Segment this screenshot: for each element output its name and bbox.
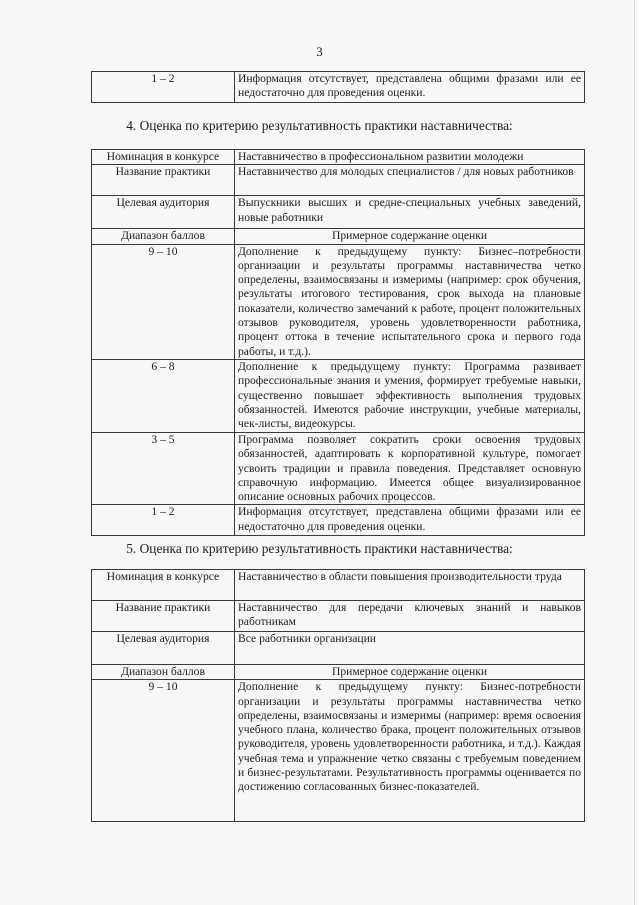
section-4-table [91, 149, 585, 536]
range-cell: 9 – 10 [92, 244, 235, 359]
audience-row [92, 196, 585, 229]
page-number: 3 [316, 44, 323, 59]
content-cell: Программа позволяет сократить сроки освоения трудовых обязанностей, адаптировать к корпоративной культуре, помогает усвоить традиции и правила поведения. Представляет основную справочную информацию. Имеется общее визуализированное описание основных рабочих процессов. [235, 432, 585, 504]
table-row [92, 244, 585, 359]
content-cell: Дополнение к предыдущему пункту: Бизнес–потребности организации и результаты программы наставничества четко определены, взаимосвязаны и измеримы (например: срок обучения, результаты итогового тестирования, срок выхода на плановые показатели, количество замечаний к работе, процент положительных отзывов руководителя, уровень удовлетворенности работника, процент оттока в течение испытательного срока и первого года работы, и т.д.). [235, 244, 585, 359]
range-cell: 6 – 8 [92, 359, 235, 432]
section-5-heading: 5. Оценка по критерию результативность практики наставничества: [126, 541, 513, 556]
nomination-row [92, 150, 585, 165]
range-cell: 1 – 2 [92, 72, 235, 103]
header-row [92, 665, 585, 680]
audience-row [92, 632, 585, 665]
nomination-value: Наставничество в области повышения производительности труда [235, 570, 585, 601]
range-cell: 9 – 10 [92, 680, 235, 822]
practice-value: Наставничество для молодых специалистов / для новых работников [235, 165, 585, 196]
practice-row [92, 165, 585, 196]
top-table [91, 71, 585, 103]
audience-value: Все работники организации [235, 632, 585, 665]
table-row [92, 72, 585, 103]
content-header: Примерное содержание оценки [235, 229, 585, 244]
practice-label: Название практики [92, 165, 235, 196]
content-cell: Дополнение к предыдущему пункту: Программа развивает профессиональные знания и умения, формирует требуемые навыки, существенно повышает эффективность выполнения трудовых обязанностей. Имеются рабочие инструкции, учебные материалы, чек-листы, видеокурсы. [235, 359, 585, 432]
nomination-row [92, 570, 585, 601]
content-header: Примерное содержание оценки [235, 665, 585, 680]
header-row [92, 229, 585, 244]
content-cell: Информация отсутствует, представлена общими фразами или ее недостаточно для проведения оценки. [235, 72, 585, 103]
range-header: Диапазон баллов [92, 229, 235, 244]
audience-value: Выпускники высших и средне-специальных учебных заведений, новые работники [235, 196, 585, 229]
nomination-label: Номинация в конкурсе [92, 570, 235, 601]
audience-label: Целевая аудитория [92, 632, 235, 665]
audience-label: Целевая аудитория [92, 196, 235, 229]
section-4-heading: 4. Оценка по критерию результативность практики наставничества: [126, 118, 513, 133]
table-row [92, 680, 585, 822]
table-row [92, 359, 585, 432]
practice-row [92, 601, 585, 632]
section-5-table [91, 569, 585, 822]
table-row [92, 505, 585, 536]
range-header: Диапазон баллов [92, 665, 235, 680]
content-cell: Дополнение к предыдущему пункту: Бизнес-потребности организации и результаты программы наставничества четко определены, взаимосвязаны и измеримы (например: время освоения учебного плана, количество брака, процент положительных отзывов руководителя, уровень удовлетворенности работника, и т.д.). Каждая учебная тема и упражнение четко связаны с требуемым поведением и бизнес-результатами. Результативность программы оценивается по достижению согласованных бизнес-показателей. [235, 680, 585, 822]
practice-label: Название практики [92, 601, 235, 632]
nomination-label: Номинация в конкурсе [92, 150, 235, 165]
practice-value: Наставничество для передачи ключевых знаний и навыков работникам [235, 601, 585, 632]
range-cell: 3 – 5 [92, 432, 235, 504]
scan-edge [634, 0, 635, 905]
range-cell: 1 – 2 [92, 505, 235, 536]
content-cell: Информация отсутствует, представлена общими фразами или ее недостаточно для проведения оценки. [235, 505, 585, 536]
table-row [92, 432, 585, 504]
nomination-value: Наставничество в профессиональном развитии молодежи [235, 150, 585, 165]
